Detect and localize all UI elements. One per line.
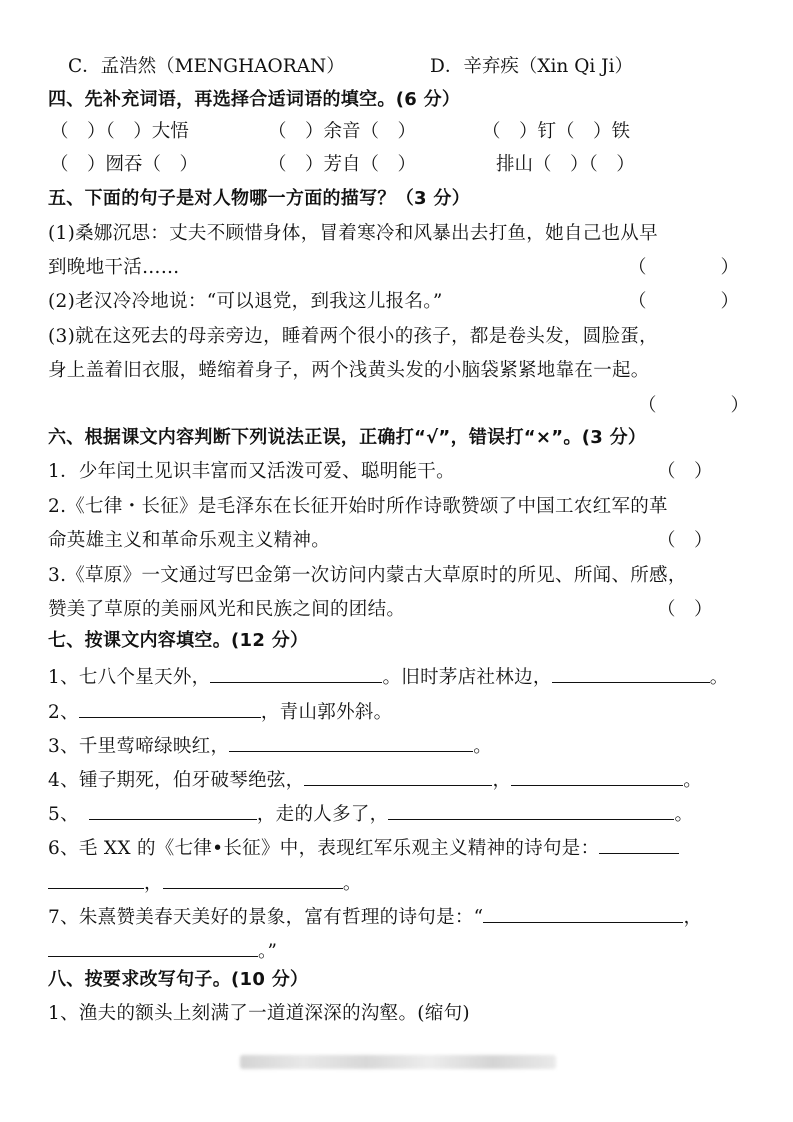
section-6-title: 六、根据课文内容判断下列说法正误，正确打“√”，错误打“×”。(3 分） — [48, 427, 647, 448]
s5-q1-line1: (1)桑娜沉思：丈夫不顾惜身体，冒着寒冷和风暴出去打鱼，她自己也从早 — [48, 223, 658, 244]
s7-q3-text2: 。 — [473, 736, 493, 757]
s7-q1 — [48, 664, 729, 690]
s5-q3-line2: 身上盖着旧衣服，蜷缩着身子，两个浅黄头发的小脑袋紧紧地靠在一起。 — [48, 360, 650, 381]
s7-q1-text1: 1、七八个星天外， — [48, 667, 211, 688]
s5-q1-answer[interactable]: （ ） — [628, 257, 740, 278]
s4-row1-item2: （ ）余音（ ） — [268, 121, 417, 142]
s4-row2-item3: 排山（ ）（ ） — [496, 154, 635, 175]
s6-q1: 1．少年闰土见识丰富而又活泼可爱、聪明能干。 — [48, 461, 455, 482]
s5-q3-line1: (3)就在这死去的母亲旁边，睡着两个很小的孩子，都是卷头发，圆脸蛋， — [48, 326, 658, 347]
s7-q3-text1: 3、千里莺啼绿映红， — [48, 736, 230, 757]
option-d: D．辛弃疾（Xin Qi Ji） — [430, 56, 634, 77]
s7-q5-text1: 5、 — [48, 804, 79, 825]
s5-q2: (2)老汉冷冷地说：“可以退党，到我这儿报名。” — [48, 291, 443, 312]
s7-q2-text1: 2、 — [48, 702, 79, 723]
s8-q1: 1、渔夫的额头上刻满了一道道深深的沟壑。(缩句) — [48, 1003, 470, 1024]
option-c: C．孟浩然（MENGHAORAN） — [68, 56, 345, 77]
s5-q3-answer[interactable]: （ ） — [638, 395, 750, 416]
s7-q7-line2 — [48, 938, 277, 964]
s7-q5 — [48, 801, 693, 827]
s7-q2 — [48, 699, 392, 725]
s7-q6-line2 — [48, 870, 362, 896]
s7-q4-blank1[interactable] — [304, 767, 492, 786]
s7-q5-blank2[interactable] — [388, 801, 674, 820]
s7-q6-blank3[interactable] — [163, 870, 343, 889]
s7-q7-blank2[interactable] — [48, 938, 258, 957]
s6-q2-answer[interactable]: （ ） — [657, 530, 713, 551]
s7-q6-blank2[interactable] — [48, 870, 144, 889]
s7-q7-blank1[interactable] — [483, 904, 683, 923]
section-5-title: 五、下面的句子是对人物哪一方面的描写？（3 分） — [48, 188, 470, 209]
s7-q4 — [48, 767, 702, 793]
s7-q7-line1 — [48, 904, 702, 930]
s4-row2-item1: （ ）囫吞（ ） — [50, 154, 199, 175]
s7-q4-text3: 。 — [683, 770, 703, 791]
s7-q6-text1: 6、毛 XX 的《七律•长征》中，表现红军乐观主义精神的诗句是： — [48, 838, 600, 859]
s6-q3-answer[interactable]: （ ） — [657, 599, 713, 620]
s7-q3 — [48, 733, 492, 759]
s7-q7-text2: ， — [683, 907, 703, 928]
s7-q1-blank1[interactable] — [210, 664, 382, 683]
s7-q6-text2: ， — [144, 873, 163, 894]
s7-q5-text2: ，走的人多了， — [256, 804, 389, 825]
section-8-title: 八、按要求改写句子。(10 分） — [48, 969, 309, 990]
s7-q1-blank2[interactable] — [552, 664, 710, 683]
s7-q2-text2: ，青山郭外斜。 — [260, 702, 393, 723]
s4-row1-item3: （ ）钉（ ）铁 — [482, 121, 631, 142]
s7-q6-text3: 。 — [342, 873, 362, 894]
s7-q1-text3: 。 — [709, 667, 729, 688]
s7-q5-text3: 。 — [674, 804, 694, 825]
section-7-title: 七、按课文内容填空。(12 分） — [48, 630, 309, 651]
s4-row2-item2: （ ）芳自（ ） — [268, 154, 417, 175]
s7-q7-text1: 7、朱熹赞美春天美好的景象，富有哲理的诗句是：“ — [48, 907, 484, 928]
s7-q4-text1: 4、锺子期死，伯牙破琴绝弦， — [48, 770, 305, 791]
s7-q2-blank1[interactable] — [79, 699, 261, 718]
s6-q3-line2: 赞美了草原的美丽风光和民族之间的团结。 — [48, 599, 406, 620]
s7-q4-blank2[interactable] — [511, 767, 683, 786]
s7-q3-blank1[interactable] — [229, 733, 473, 752]
s7-q5-blank1[interactable] — [89, 801, 257, 820]
s7-q7-text3: 。” — [258, 941, 278, 962]
s7-q6-blank1[interactable] — [599, 835, 679, 854]
s4-row1-item1: （ ）（ ）大悟 — [50, 121, 189, 142]
blurred-watermark — [240, 1055, 556, 1069]
section-4-title: 四、先补充词语，再选择合适词语的填空。(6 分） — [48, 89, 461, 110]
s7-q6-line1 — [48, 835, 679, 861]
s6-q2-line1: 2.《七律・长征》是毛泽东在长征开始时所作诗歌赞颂了中国工农红军的革 — [48, 496, 668, 517]
s5-q1-line2: 到晚地干活…… — [48, 257, 180, 278]
s7-q1-text2: 。旧时茅店社林边， — [382, 667, 552, 688]
s6-q3-line1: 3.《草原》一文通过写巴金第一次访问内蒙古大草原时的所见、所闻、所感， — [48, 565, 687, 586]
s5-q2-answer[interactable]: （ ） — [628, 291, 740, 312]
s6-q2-line2: 命英雄主义和革命乐观主义精神。 — [48, 530, 331, 551]
s6-q1-answer[interactable]: （ ） — [657, 461, 713, 482]
s7-q4-text2: ， — [492, 770, 512, 791]
